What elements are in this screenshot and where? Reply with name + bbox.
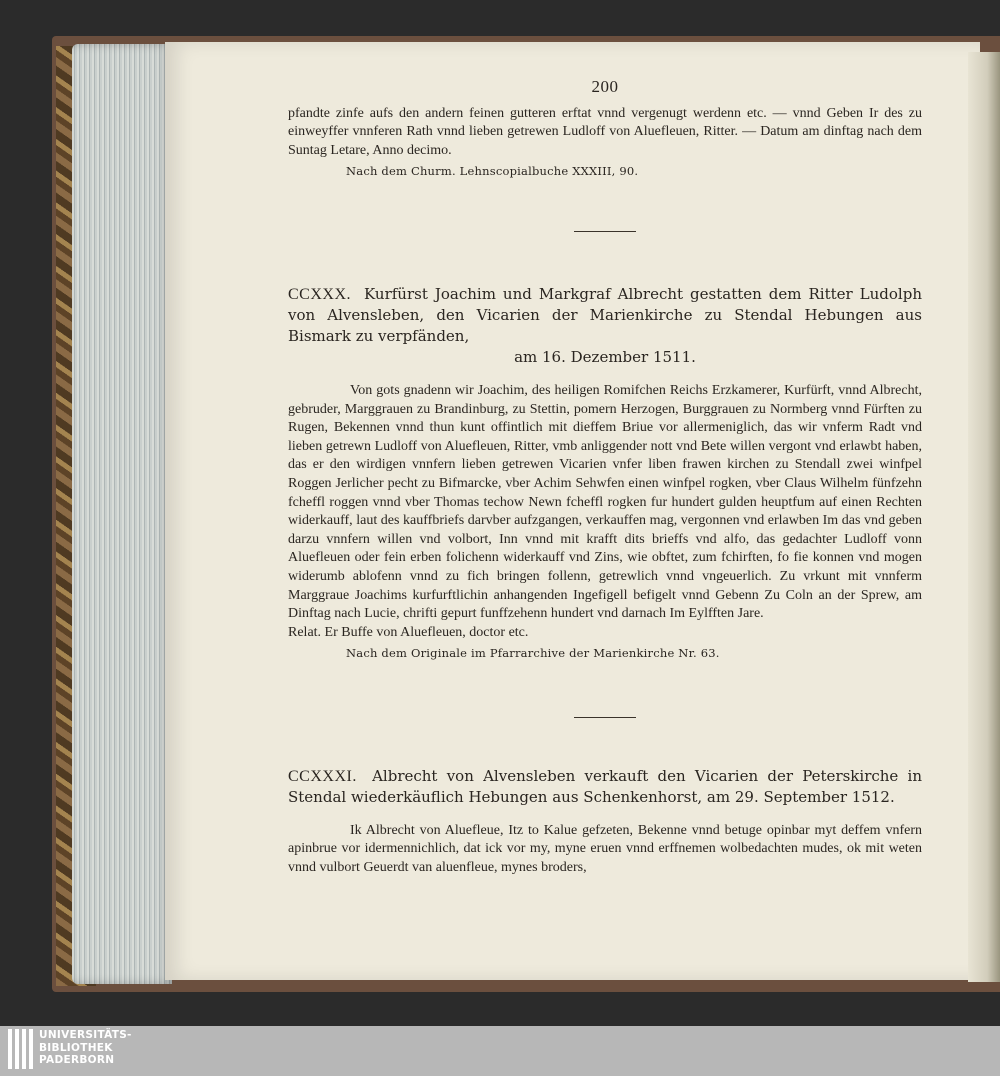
logo-line: UNIVERSITÄTS- [39,1029,132,1041]
page-text [288,78,922,878]
facing-page-edge [968,52,1000,982]
top-paragraph: pfandte zinfe aufs den andern feinen gutteren erftat vnnd vergenugt werdenn etc. — vnnd Geben Ir des zu einweyffer vnnferen Rath vnnd lieben getrewen Ludloff von Aluefleuen, Ritter. — Datum am dinftag nach dem Suntag Letare, Anno decimo. [288,105,922,158]
section-divider [574,231,636,232]
page-edges [72,44,172,984]
logo-line: BIBLIOTHEK [39,1041,113,1054]
section-number: CCXXXI. [288,767,357,785]
logo-text [39,1029,132,1067]
page-number: 200 [591,77,619,96]
section-date: am 16. Dezember 1511. [514,347,696,366]
relat-line: Relat. Er Buffe von Aluefleuen, doctor etc. [288,624,529,640]
logo-bars-icon [8,1029,33,1069]
section-title: Kurfürst Joachim und Markgraf Albrecht gestatten dem Ritter Ludolph von Alvensleben, den Vicarien der Marienkirche zu Stendal Hebungen aus Bismark zu verpfänden, [288,284,922,345]
section-title: Albrecht von Alvensleben verkauft den Vicarien der Peterskirche in Stendal wiederkäuflich Hebungen aus Schenkenhorst, am 29. September 1512. [288,766,922,806]
section-divider [574,717,636,718]
section-body: Ik Albrecht von Aluefleue, Itz to Kalue gefzeten, Bekenne vnnd betuge opinbar myt deffem vnfern apinbrue vor idermennichlich, dat ick vor my, myne eruen vnnd erffnemen wolbedachten mudes, ok mit weten vnnd vulbort Geuerdt van aluenfleue, mynes broders, [288,822,922,876]
library-logo [8,1029,132,1069]
top-citation: Nach dem Churm. Lehnscopialbuche XXXIII, 90. [346,164,639,179]
section-citation: Nach dem Originale im Pfarrarchive der Marienkirche Nr. 63. [346,646,720,661]
section-heading-ccxxx [288,284,922,368]
section-number: CCXXX. [288,285,352,303]
section-body: Von gots gnadenn wir Joachim, des heiligen Romifchen Reichs Erzkamerer, Kurfürft, vnnd Albrecht, gebruder, Marggrauen zu Brandinburg, zu Stettin, pomern Herzogen, Burggrauen zu Normberg vnnd Fürften zu Rugen, Bekennen vnnd thun kunt offintlich mit dieffem Briue vor allermeniglich, das wir vnferm Radt vnd lieben getrewn Ludloff von Aluefleuen, Ritter, vmb anliggender nott vnd Bete willen vergont vnd erlawbt haben, das er den wirdigen vnnfern lieben getrewen Vicarien vnfer liben frawen kirchen zu Stendall zwei winfpel Roggen Jerlicher pecht zu Bifmarcke, vber Achim Sehwfen einen winfpel rogken, vber Claus Wilhelm fünfzehn fcheffl roggen vnnd vber Thomas techow Newn fcheffl rogken fur hundert gulden heuptfum auf einen Rechten widerkauff, laut des kauffbriefs darvber aufzgangen, verkauffen mag, vergonnen vnd erlawben Im das vnd geben darzu vnnfern willen vnd volbort, Inn vnnd mit krafft dits brieffs vnd alfo, das gedachter Ludloff vonn Aluefleuen oder fein erben folichenn widerkauff vnd Zins, wie obftet, zum fchirften, fo fie konnen vnd mogen widerumb ablofenn vnnd zu fich bringen follenn, getrewlich vnnd vngeuerlich. Zu vrkunt mit vnnferm Marggraue Joachims kurfurftlichin anhangenden Ingefigell befigelt vnnd Gebenn Zu Coln an der Sprew, am Dinftag nach Lucie, chrifti gepurt funffzehenn hundert vnd darnach Im Eylfften Jare. [288,382,922,622]
logo-line: PADERBORN [39,1054,115,1066]
section-heading-ccxxxi [288,766,922,808]
footer-bar [0,1026,1000,1076]
